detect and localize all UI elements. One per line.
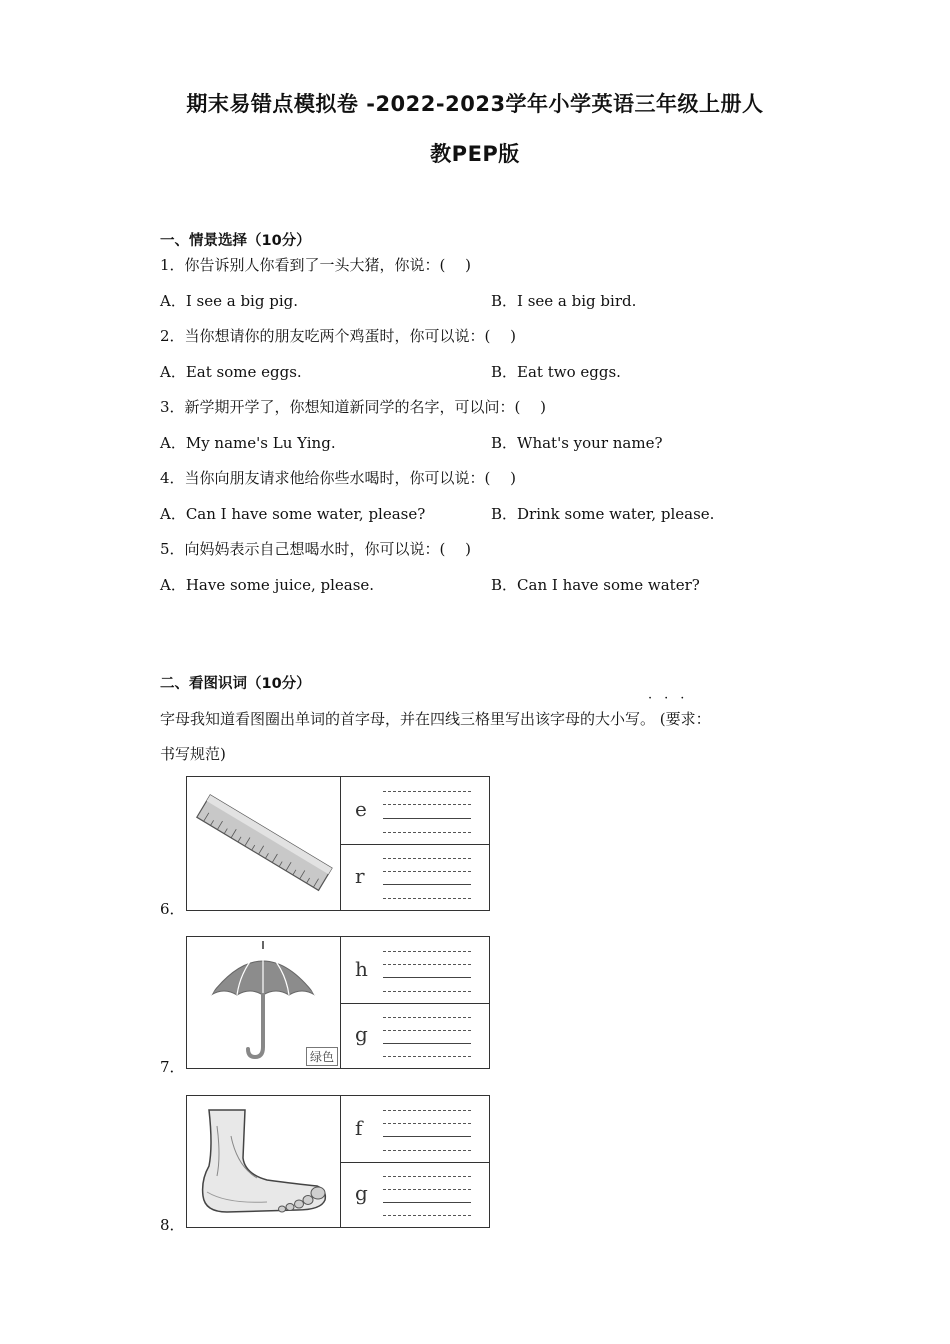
page-title-line2: 教PEP版 <box>430 142 520 166</box>
letter-cell-7b <box>341 1003 489 1069</box>
question-4: 4．当你向朋友请求他给你些水喝时，你可以说：( ) <box>160 469 517 487</box>
q1-option-b: B．I see a big bird. <box>491 292 637 310</box>
umbrella-image <box>187 937 341 1068</box>
q4-option-b: B．Drink some water, please. <box>491 505 715 523</box>
four-line-grid[interactable] <box>383 858 471 899</box>
q3-option-a: A．My name's Lu Ying. <box>160 434 336 452</box>
picture-box-6 <box>186 776 490 911</box>
letter-cell-8a <box>341 1096 489 1163</box>
q3-option-b: B．What's your name? <box>491 434 663 452</box>
section2-instruction: 字母我知道看图圈出单词的首字母，并在四线三格里写出该字母的大小写。 (要求： <box>160 710 711 728</box>
letter: r <box>355 863 365 888</box>
picture-box-8 <box>186 1095 490 1228</box>
q4-option-a: A．Can I have some water, please? <box>160 505 426 523</box>
q2-option-b: B．Eat two eggs. <box>491 363 621 381</box>
letter: e <box>355 797 367 822</box>
four-line-grid[interactable] <box>383 1017 471 1057</box>
four-line-grid[interactable] <box>383 951 471 991</box>
ruler-image <box>187 777 341 910</box>
q5-option-a: A．Have some juice, please. <box>160 576 375 594</box>
letter: g <box>355 1181 368 1206</box>
letter: h <box>355 956 368 981</box>
foot-image <box>187 1096 341 1227</box>
picture-box-7 <box>186 936 490 1069</box>
section1-heading: 一、情景选择（10分） <box>160 233 311 249</box>
question-1: 1．你告诉别人你看到了一头大猪，你说：( ) <box>160 256 472 274</box>
item-number-6: 6． <box>160 900 185 918</box>
section2-instruction-cont: 书写规范) <box>160 745 226 763</box>
letter-cell-6b <box>341 844 489 911</box>
letter: g <box>355 1022 368 1047</box>
question-3: 3．新学期开学了，你想知道新同学的名字，可以问：( ) <box>160 398 547 416</box>
item-number-7: 7． <box>160 1058 185 1076</box>
four-line-grid[interactable] <box>383 1176 471 1216</box>
letter-cell-8b <box>341 1162 489 1228</box>
item-number-8: 8． <box>160 1216 185 1234</box>
color-tag: 绿色 <box>306 1047 338 1066</box>
question-5: 5．向妈妈表示自己想喝水时，你可以说：( ) <box>160 540 472 558</box>
four-line-grid[interactable] <box>383 791 471 832</box>
section2-heading: 二、看图识词（10分） <box>160 676 311 692</box>
q1-option-a: A．I see a big pig. <box>160 292 298 310</box>
letter: f <box>355 1115 363 1140</box>
page-title: 期末易错点模拟卷 -2022-2023学年小学英语三年级上册人 <box>186 92 764 116</box>
q5-option-b: B．Can I have some water? <box>491 576 700 594</box>
letter-cell-7a <box>341 937 489 1004</box>
letter-cell-6a <box>341 777 489 845</box>
question-2: 2．当你想请你的朋友吃两个鸡蛋时，你可以说：( ) <box>160 327 517 345</box>
emphasis-dots: ··· <box>648 691 697 706</box>
four-line-grid[interactable] <box>383 1110 471 1150</box>
q2-option-a: A．Eat some eggs. <box>160 363 302 381</box>
